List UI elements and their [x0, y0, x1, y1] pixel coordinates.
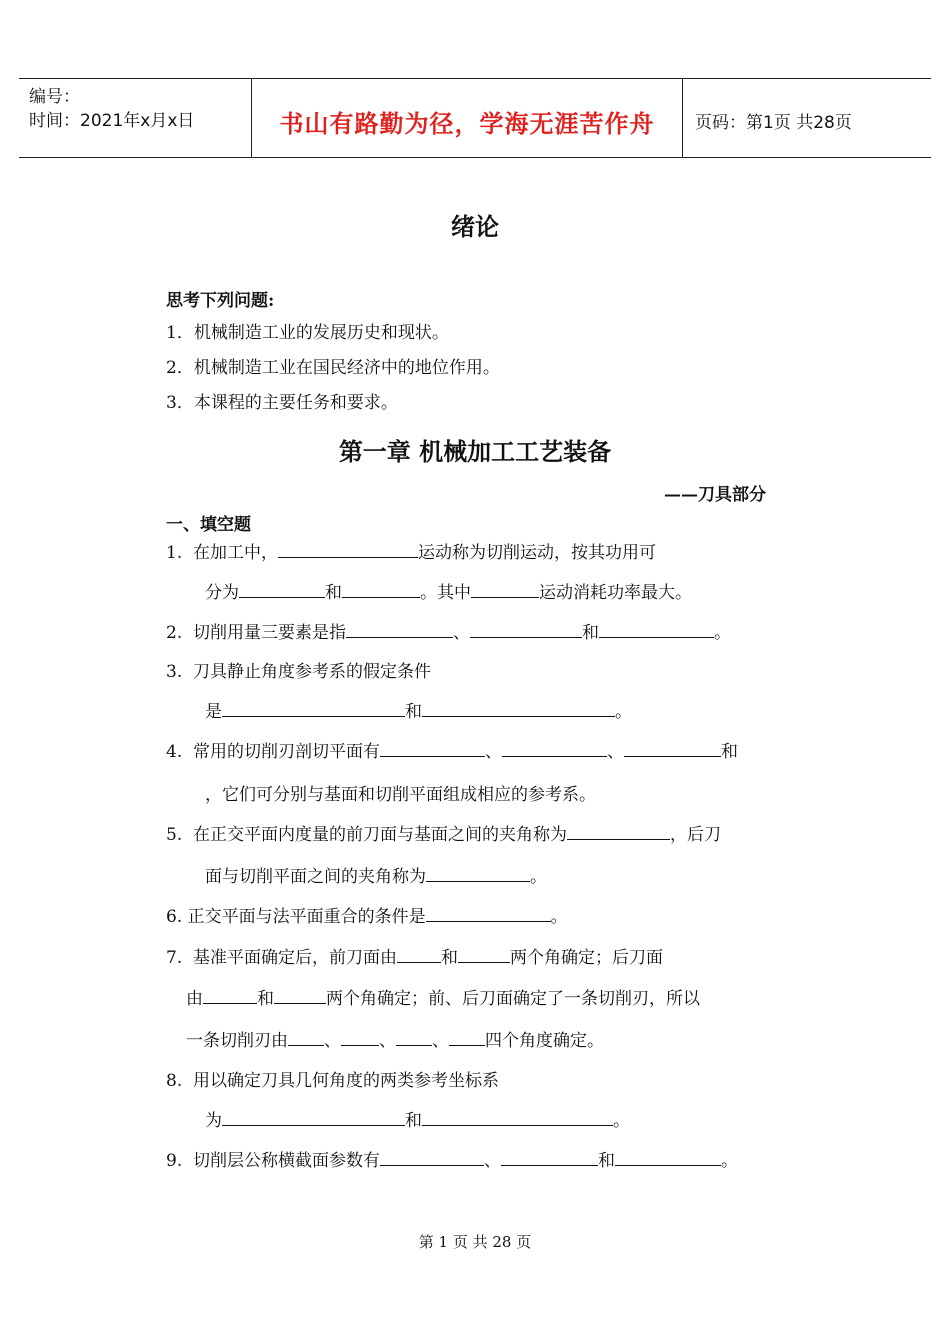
document-header	[19, 78, 931, 158]
question-text: 和	[257, 989, 274, 1009]
question-3-cont	[205, 697, 632, 722]
answer-blank[interactable]	[615, 1164, 721, 1166]
question-1	[166, 538, 656, 563]
question-8-cont	[205, 1106, 630, 1131]
intro-question: 1．机械制造工业的发展历史和现状。	[166, 323, 449, 343]
question-text: 和	[721, 742, 739, 762]
question-8	[166, 1066, 499, 1091]
question-9	[166, 1146, 738, 1171]
question-text: 。其中	[420, 583, 471, 603]
question-7-cont	[186, 984, 700, 1009]
question-number: 4.	[166, 742, 183, 762]
question-text: 运动称为切削运动，按其功用可	[418, 543, 657, 563]
answer-blank[interactable]	[599, 636, 714, 638]
question-text: 切削层公称横截面参数有	[193, 1151, 381, 1171]
page-footer: 第 1 页 共 28 页	[418, 1233, 532, 1251]
answer-blank[interactable]	[239, 596, 325, 598]
answer-blank[interactable]	[203, 1002, 257, 1004]
question-text: 、	[379, 1031, 396, 1051]
question-text: 。	[721, 1151, 739, 1171]
question-text: 基准平面确定后，前刀面由	[193, 948, 398, 968]
answer-blank[interactable]	[567, 838, 670, 840]
question-text: 两个角确定；后刀面	[510, 948, 664, 968]
answer-blank[interactable]	[426, 920, 551, 922]
number-label: 编号：	[29, 87, 80, 107]
question-text: 、	[432, 1031, 449, 1051]
answer-blank[interactable]	[470, 636, 582, 638]
time-label: 时间：2021年x月x日	[29, 111, 195, 131]
motto: 书山有路勤为径，学海无涯苦作舟	[279, 109, 655, 138]
answer-blank[interactable]	[274, 1002, 326, 1004]
answer-blank[interactable]	[380, 755, 485, 757]
chapter-subtitle: ——刀具部分	[664, 485, 766, 505]
header-motto-cell	[252, 79, 683, 157]
answer-blank[interactable]	[397, 961, 441, 963]
answer-blank[interactable]	[380, 1164, 484, 1166]
question-text: 、	[485, 742, 503, 762]
question-text: 在加工中，	[193, 543, 279, 563]
answer-blank[interactable]	[471, 596, 539, 598]
answer-blank[interactable]	[396, 1044, 432, 1046]
answer-blank[interactable]	[278, 556, 418, 558]
answer-blank[interactable]	[342, 596, 420, 598]
intro-prompt: 思考下列问题:	[166, 291, 275, 311]
question-text: 、	[324, 1031, 341, 1051]
question-text: 面与切削平面之间的夹角称为	[205, 867, 426, 887]
answer-blank[interactable]	[502, 755, 607, 757]
question-6	[166, 902, 568, 927]
question-4	[166, 737, 738, 762]
question-text: ，后刀	[670, 825, 722, 845]
question-text: 用以确定刀具几何角度的两类参考坐标系	[193, 1071, 500, 1091]
answer-blank[interactable]	[426, 880, 530, 882]
question-text: 。	[615, 702, 632, 722]
question-number: 7.	[166, 948, 183, 968]
answer-blank[interactable]	[346, 636, 453, 638]
intro-title: 绪论	[451, 212, 499, 241]
question-number: 2.	[166, 623, 183, 643]
question-5-cont	[205, 862, 547, 887]
question-text: 、	[453, 623, 471, 643]
answer-blank[interactable]	[458, 961, 510, 963]
question-number: 3.	[166, 662, 183, 682]
question-3	[166, 657, 431, 682]
question-4-cont	[205, 780, 596, 805]
answer-blank[interactable]	[422, 715, 615, 717]
question-number: 8.	[166, 1071, 183, 1091]
header-info-cell	[19, 79, 252, 157]
question-number: 1.	[166, 543, 183, 563]
question-text: 为	[205, 1111, 222, 1131]
question-text: 和	[582, 623, 600, 643]
intro-question: 3．本课程的主要任务和要求。	[166, 393, 398, 413]
question-text: 、	[484, 1151, 502, 1171]
question-text: 四个角度确定。	[485, 1031, 604, 1051]
question-text: 常用的切削刃剖切平面有	[193, 742, 381, 762]
question-text: 一条切削刃由	[186, 1031, 288, 1051]
question-text: 在正交平面内度量的前刀面与基面之间的夹角称为	[193, 825, 568, 845]
question-text: 。	[613, 1111, 630, 1131]
section-heading: 一、填空题	[166, 515, 251, 535]
question-text: 和	[598, 1151, 616, 1171]
question-text: 6. 正交平面与法平面重合的条件是	[166, 907, 426, 927]
question-1-cont	[205, 578, 692, 603]
answer-blank[interactable]	[501, 1164, 598, 1166]
page-label: 页码：第1页 共28页	[695, 113, 852, 133]
question-text: 刀具静止角度参考系的假定条件	[193, 662, 432, 682]
question-text: ，它们可分别与基面和切削平面组成相应的参考系。	[205, 785, 596, 805]
question-2	[166, 618, 731, 643]
answer-blank[interactable]	[449, 1044, 485, 1046]
question-text: 。	[530, 867, 547, 887]
header-page-cell	[683, 79, 931, 157]
question-text: 分为	[205, 583, 239, 603]
answer-blank[interactable]	[422, 1124, 613, 1126]
answer-blank[interactable]	[222, 715, 405, 717]
question-text: 。	[550, 907, 568, 927]
question-number: 9.	[166, 1151, 183, 1171]
question-text: 和	[325, 583, 342, 603]
question-text: 运动消耗功率最大。	[539, 583, 692, 603]
question-text: 。	[714, 623, 732, 643]
question-5	[166, 820, 721, 845]
question-text: 由	[186, 989, 203, 1009]
question-text: 、	[607, 742, 625, 762]
chapter-title: 第一章 机械加工工艺装备	[338, 437, 612, 466]
answer-blank[interactable]	[624, 755, 721, 757]
intro-question: 2．机械制造工业在国民经济中的地位作用。	[166, 358, 500, 378]
question-text: 两个角确定；前、后刀面确定了一条切削刃，所以	[326, 989, 700, 1009]
question-text: 是	[205, 702, 222, 722]
question-number: 5.	[166, 825, 183, 845]
answer-blank[interactable]	[222, 1124, 405, 1126]
question-text: 和	[405, 1111, 422, 1131]
question-text: 和	[441, 948, 459, 968]
question-7	[166, 943, 663, 968]
question-text: 切削用量三要素是指	[193, 623, 347, 643]
answer-blank[interactable]	[341, 1044, 379, 1046]
question-7-cont-2	[186, 1026, 604, 1051]
answer-blank[interactable]	[288, 1044, 324, 1046]
question-text: 和	[405, 702, 422, 722]
